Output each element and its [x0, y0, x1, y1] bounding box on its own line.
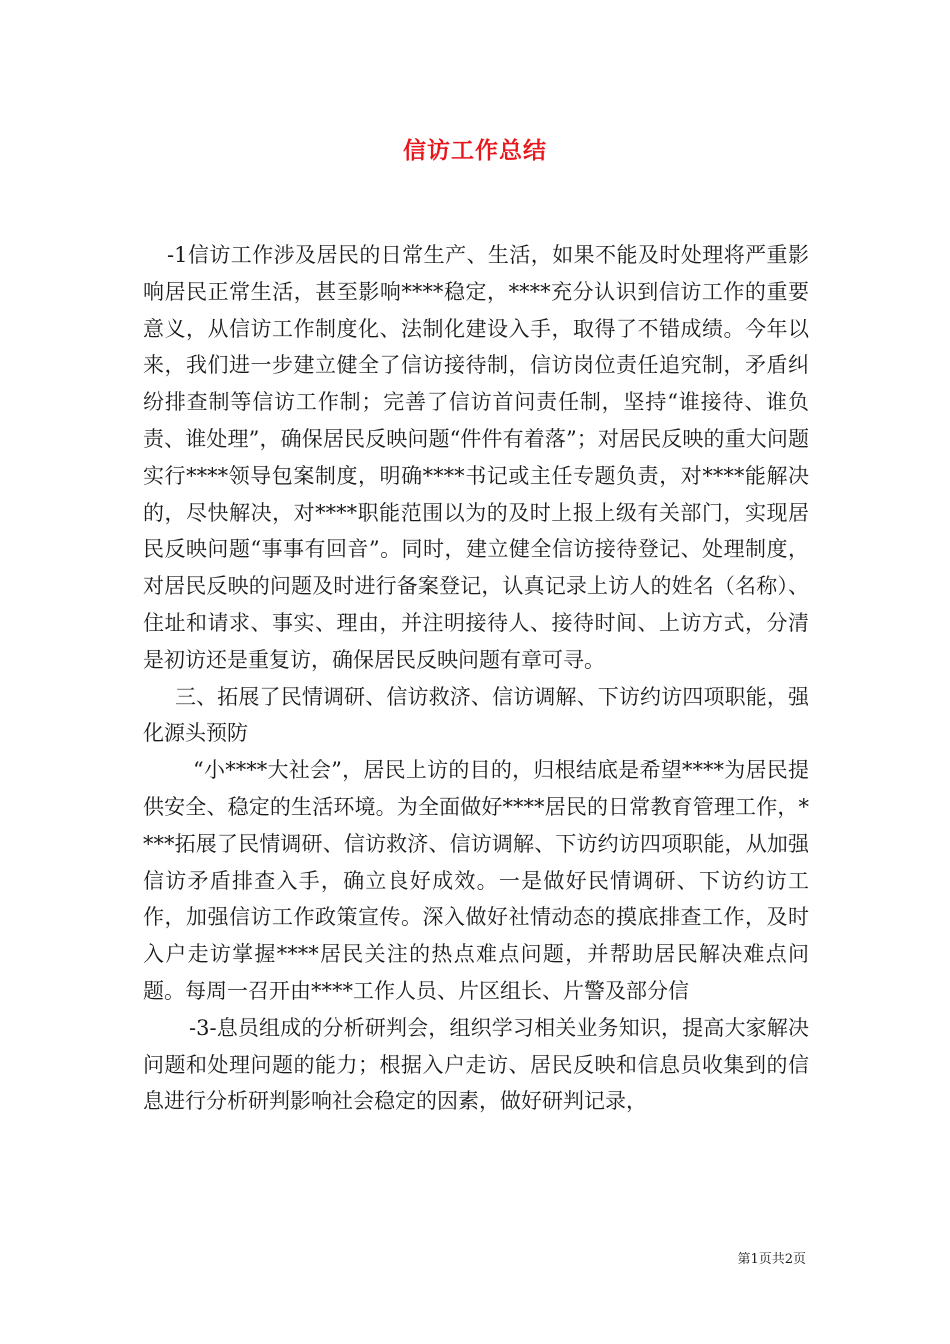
- paragraph-1: -1信访工作涉及居民的日常生产、生活，如果不能及时处理将严重影响居民正常生活，甚至影响****稳定，****充分认识到信访工作的重要意义，从信访工作制度化、法制化建设入手，取得了不错成绩。今年以来，我们进一步建立健全了信访接待制，信访岗位责任追究制，矛盾纠纷排查制等信访工作制；完善了信访首问责任制，坚持“谁接待、谁负责、谁处理”，确保居民反映问题“件件有着落”；对居民反映的重大问题实行****领导包案制度，明确****书记或主任专题负责，对****能解决的，尽快解决，对****职能范围以为的及时上报上级有关部门，实现居民反映问题“事事有回音”。同时，建立健全信访接待登记、处理制度，对居民反映的问题及时进行备案登记，认真记录上访人的姓名（名称）、住址和请求、事实、理由，并注明接待人、接待时间、上访方式，分清是初访还是重复访，确保居民反映问题有章可寻。: [143, 243, 809, 672]
- page-number-footer: 第1页共2页: [737, 1252, 806, 1267]
- document-body: [143, 237, 809, 1120]
- paragraph-3: -3-息员组成的分析研判会，组织学习相关业务知识，提高大家解决问题和处理问题的能力；根据入户走访、居民反映和信息员收集到的信息进行分析研判影响社会稳定的因素，做好研判记录，: [143, 1015, 809, 1114]
- section-heading-3: 三、拓展了民情调研、信访救济、信访调解、下访约访四项职能，强化源头预防: [143, 684, 809, 746]
- document-title: 信访工作总结: [403, 138, 547, 164]
- paragraph-2: “小****大社会”，居民上访的目的，归根结底是希望****为居民提供安全、稳定的生活环境。为全面做好****居民的日常教育管理工作，****拓展了民情调研、信访救济、信访调解、下访约访四项职能，从加强信访矛盾排查入手，确立良好成效。一是做好民情调研、下访约访工作，加强信访工作政策宣传。深入做好社情动态的摸底排查工作，及时入户走访掌握****居民关注的热点难点问题，并帮助居民解决难点问题。每周一召开由****工作人员、片区组长、片警及部分信: [143, 758, 809, 1003]
